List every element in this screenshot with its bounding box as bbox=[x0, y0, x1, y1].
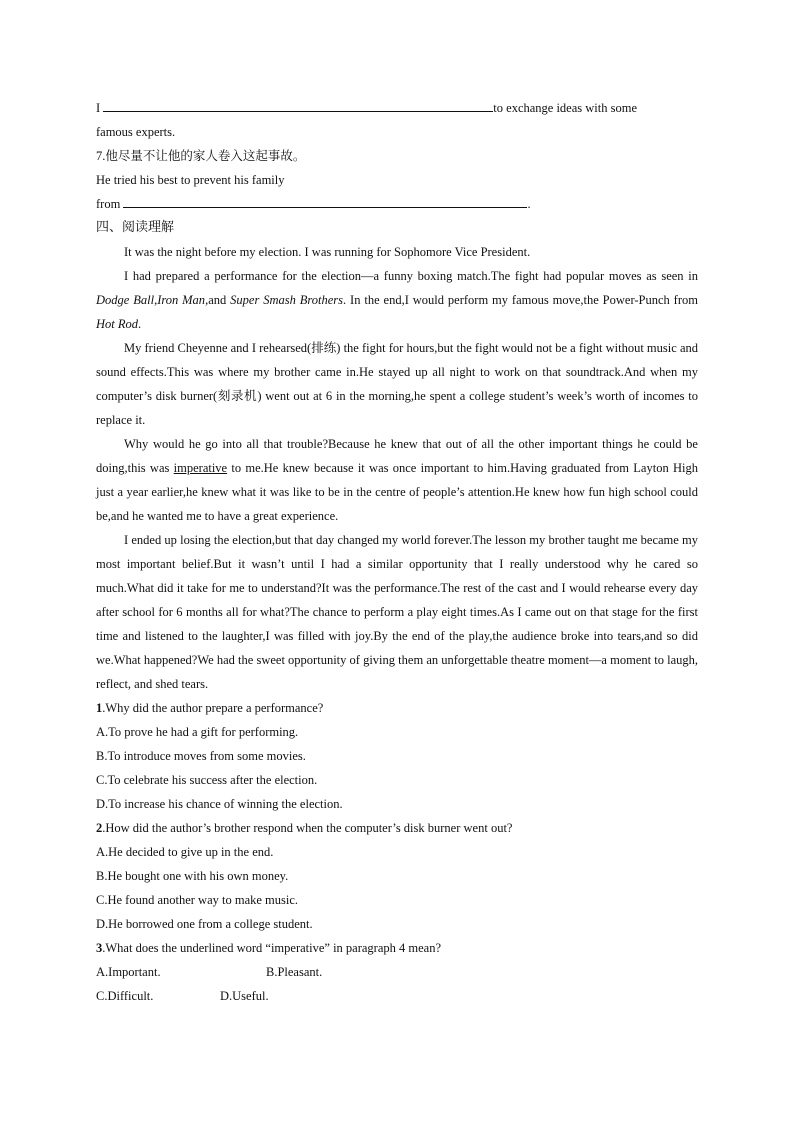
option-b[interactable]: B.He bought one with his own money. bbox=[96, 869, 289, 883]
fill-in-suffix: to exchange ideas with some bbox=[493, 101, 638, 115]
movie-title: Hot Rod bbox=[96, 317, 139, 331]
options-row-1 bbox=[96, 960, 698, 984]
movie-title: Iron Man bbox=[157, 293, 206, 307]
paragraph-4 bbox=[96, 432, 698, 528]
option-a[interactable]: A.To prove he had a gift for performing. bbox=[96, 725, 299, 739]
question-text: .How did the author’s brother respond when the computer’s disk burner went out? bbox=[102, 821, 513, 835]
option-a[interactable]: A.Important. bbox=[96, 965, 161, 979]
question-7-answer-line bbox=[96, 192, 698, 216]
paragraph-4-text-a: Why would he go into all that trouble?Because he knew that out of all the other important things he could be doing,this was bbox=[96, 437, 698, 475]
from-label: from bbox=[96, 197, 124, 211]
question-7-english: He tried his best to prevent his family bbox=[96, 173, 285, 187]
question-number: 3 bbox=[96, 941, 103, 955]
paragraph-2-text-b: . In the end,I would perform my famous move,the Power-Punch from bbox=[343, 293, 698, 307]
separator: , bbox=[154, 293, 158, 307]
question-7-chinese bbox=[96, 144, 698, 168]
worksheet-page bbox=[96, 96, 698, 1008]
option-c[interactable]: C.To celebrate his success after the election. bbox=[96, 773, 318, 787]
option-d[interactable]: D.Useful. bbox=[220, 989, 269, 1003]
question-text: .Why did the author prepare a performance? bbox=[102, 701, 324, 715]
option-d[interactable]: D.He borrowed one from a college student. bbox=[96, 917, 313, 931]
paragraph-2 bbox=[96, 264, 698, 336]
answer-blank-7[interactable] bbox=[123, 193, 527, 208]
fill-in-line-1 bbox=[96, 96, 698, 120]
question-7-prompt: 他尽量不让他的家人卷入这起事故。 bbox=[105, 148, 306, 163]
question-number: 2 bbox=[96, 821, 103, 835]
fill-in-prefix: I bbox=[96, 101, 104, 115]
separator: ,and bbox=[205, 293, 231, 307]
underlined-word: imperative bbox=[173, 461, 228, 475]
paragraph-1: It was the night before my election. I was running for Sophomore Vice President. bbox=[124, 245, 531, 259]
fill-in-line-2: famous experts. bbox=[96, 125, 176, 139]
option-c[interactable]: C.Difficult. bbox=[96, 989, 154, 1003]
answer-blank-1[interactable] bbox=[103, 97, 493, 112]
question-3-stem bbox=[96, 936, 698, 960]
paragraph-5: I ended up losing the election,but that day changed my world forever.The lesson my brother taught me became my most important belief.But it wasn’t until I had a similar opportunity that I really understood why he cared so much.What did it take for me to understand?It was the performance.The rest of the cast and I would rehearse every day after school for 6 months all for what?The chance to perform a play eight times.As I came out on that stage for the first time and listened to the laughter,I was filled with joy.By the end of the play,the audience broke into tears,and so did we.What happened?We had the sweet opportunity of giving them an unforgettable theatre moment—a moment to laugh, reflect, and shed tears. bbox=[96, 533, 698, 691]
movie-title: Super Smash Brothers bbox=[230, 293, 344, 307]
section-heading: 四、阅读理解 bbox=[96, 220, 175, 235]
paragraph-4-text-b: to me.He knew because it was once important to him.Having graduated from Layton High just a year earlier,he knew what it was like to be in the centre of people’s attention.He knew how fun high school could be,and he wanted me to have a great experience. bbox=[96, 461, 698, 523]
paragraph-2-text-a: I had prepared a performance for the election—a funny boxing match.The fight had popular moves as seen in bbox=[124, 269, 698, 283]
option-b[interactable]: B.Pleasant. bbox=[266, 965, 323, 979]
options-row-2 bbox=[96, 984, 698, 1008]
option-d[interactable]: D.To increase his chance of winning the election. bbox=[96, 797, 343, 811]
question-number: 1 bbox=[96, 701, 103, 715]
question-2-stem bbox=[96, 816, 698, 840]
option-a[interactable]: A.He decided to give up in the end. bbox=[96, 845, 274, 859]
question-7-label: 7. bbox=[96, 149, 106, 163]
option-b[interactable]: B.To introduce moves from some movies. bbox=[96, 749, 306, 763]
movie-title: Dodge Ball bbox=[96, 293, 155, 307]
option-c[interactable]: C.He found another way to make music. bbox=[96, 893, 299, 907]
period: . bbox=[527, 197, 531, 211]
question-text: .What does the underlined word “imperative” in paragraph 4 mean? bbox=[102, 941, 442, 955]
question-1-stem bbox=[96, 696, 698, 720]
paragraph-3: My friend Cheyenne and I rehearsed(排练) the fight for hours,but the fight would not be a fight without music and sound effects.This was where my brother came in.He stayed up all night to work on that soundtrack.And when my computer’s disk burner(刻录机) went out at 6 in the morning,he spent a college student’s week’s worth of incomes to replace it. bbox=[96, 341, 698, 427]
paragraph-2-text-c: . bbox=[138, 317, 142, 331]
